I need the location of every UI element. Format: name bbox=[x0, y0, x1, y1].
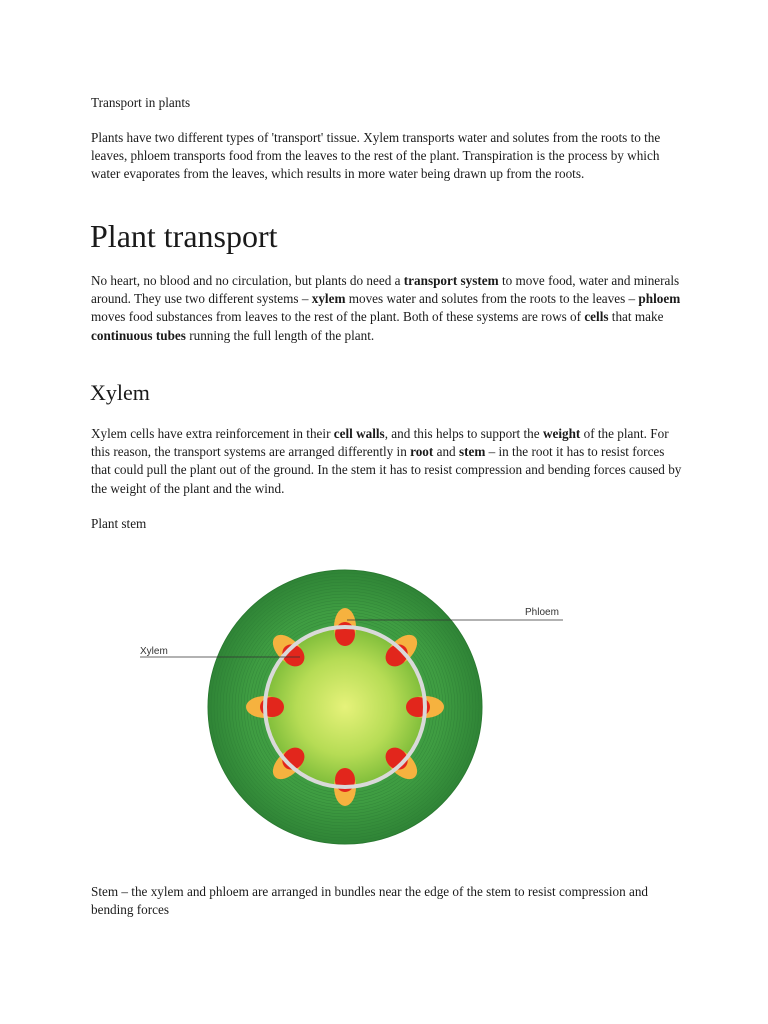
term-xylem: xylem bbox=[311, 291, 346, 307]
text-run: and bbox=[433, 444, 459, 460]
text-run: of the plant. For this reason, the transport systems are arranged differently in bbox=[91, 426, 669, 460]
text-run: moves food substances from leaves to the rest of the plant. Both of these systems are rows of bbox=[91, 309, 585, 325]
term-root: root bbox=[410, 444, 434, 460]
transport-paragraph bbox=[91, 272, 683, 345]
term-cell-walls: cell walls bbox=[333, 426, 385, 441]
term-stem: stem bbox=[458, 444, 486, 460]
term-phloem: phloem bbox=[638, 291, 681, 307]
text-run: running the full length of the plant. bbox=[185, 327, 375, 343]
term-continuous-tubes: continuous tubes bbox=[91, 327, 186, 343]
text-run: moves water and solutes from the roots to the leaves – bbox=[345, 291, 639, 307]
text-run: , and this helps to support the bbox=[384, 426, 543, 441]
figure-caption-bottom: Stem – the xylem and phloem are arranged in bundles near the edge of the stem to resist compression and bending forces bbox=[91, 884, 649, 918]
heading-plant-transport: Plant transport bbox=[90, 218, 278, 254]
text-run: Xylem cells have extra reinforcement in their bbox=[91, 426, 334, 441]
intro-paragraph: Plants have two different types of 'transport' tissue. Xylem transports water and solutes from the roots to the leaves, phloem transports food from the leaves to the rest of the plant. Transpiration is the process by which water evaporates from the leaves, which results in more water being drawn up from the roots. bbox=[91, 130, 661, 182]
term-cells: cells bbox=[584, 309, 609, 325]
figure-caption-top: Plant stem bbox=[91, 516, 147, 531]
text-run: – in the root it has to resist forces that could pull the plant out of the ground. In the stem it has to resist compression and bending forces caused by the weight of the plant and the wind. bbox=[91, 444, 682, 496]
phloem-label: Phloem bbox=[525, 607, 559, 618]
xylem-paragraph bbox=[91, 425, 683, 498]
document-title: Transport in plants bbox=[91, 95, 191, 110]
term-transport-system: transport system bbox=[403, 273, 499, 288]
text-run: to move food, water and minerals around. They use two different systems – bbox=[91, 273, 680, 307]
text-run: that make bbox=[608, 309, 664, 325]
heading-xylem: Xylem bbox=[90, 380, 150, 405]
plant-stem-diagram bbox=[120, 565, 580, 855]
text-run: No heart, no blood and no circulation, but plants do need a bbox=[91, 273, 404, 288]
xylem-label: Xylem bbox=[140, 646, 168, 657]
term-weight: weight bbox=[542, 426, 581, 441]
